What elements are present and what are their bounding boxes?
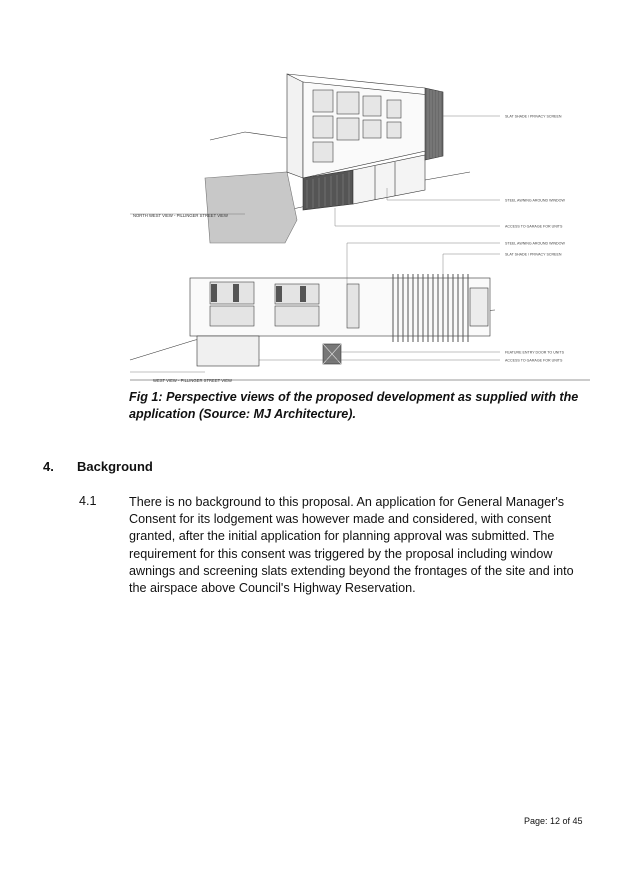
north-west-view-label: NORTH WEST VIEW - PILLINGER STREET VIEW <box>133 213 228 218</box>
paragraph-text: There is no background to this proposal. An application for General Manager's Consent for its lodgement was however made and considered, with consent granted, after the initial application for planning approval was submitted. The requirement for this consent was triggered by the proposal including window awnings and screening slats extending beyond the frontages of the site and into the airspace above Council's Highway Reservation. <box>129 495 574 596</box>
annotation-garage-access-bottom: ACCESS TO GARAGE FOR UNITS <box>505 358 563 363</box>
annotation-steel-awning-top: STEEL AWNING AROUND WINDOW <box>505 198 565 203</box>
paragraph-number: 4.1 <box>79 494 97 508</box>
section-number: 4. <box>43 459 54 474</box>
annotation-garage-access-top: ACCESS TO GARAGE FOR UNITS <box>505 224 563 229</box>
annotation-slat-shade-top: SLAT SHADE / PRIVACY SCREEN <box>505 114 562 119</box>
architectural-perspective-figure <box>125 60 590 390</box>
figure-caption: Fig 1: Perspective views of the proposed development as supplied with the application (Source: MJ Architecture). <box>129 390 579 421</box>
page-number: Page: 12 of 45 <box>524 816 583 826</box>
section-title: Background <box>77 459 153 474</box>
west-view-label: WEST VIEW - PILLINGER STREET VIEW <box>153 378 232 383</box>
annotation-steel-awning-bottom: STEEL AWNING AROUND WINDOW <box>505 241 565 246</box>
annotation-entry-door: FEATURE ENTRY DOOR TO UNITS <box>505 350 564 355</box>
annotation-slat-shade-bottom: SLAT SHADE / PRIVACY SCREEN <box>505 252 562 257</box>
